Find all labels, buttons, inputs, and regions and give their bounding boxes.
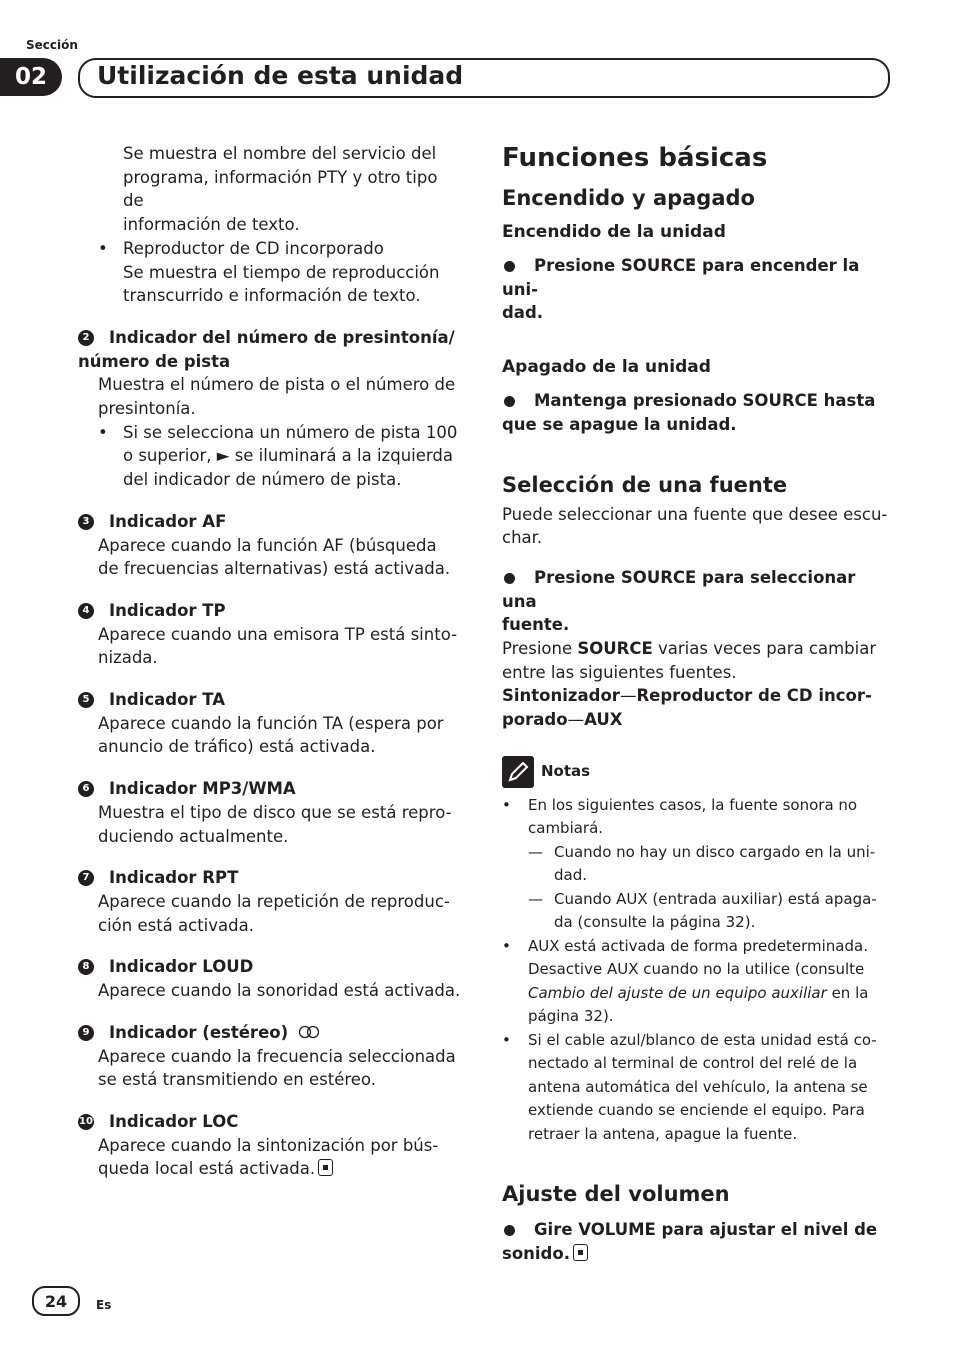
end-mark-icon [573,1244,588,1261]
pencil-icon [502,756,534,788]
dash-icon: — [528,889,543,908]
section-heading: Funciones básicas [502,143,768,173]
indicator-heading [78,510,463,534]
body-text: Puede seleccionar una fuente que desee escu- [502,504,888,524]
number-badge: 3 [78,514,94,530]
step-text [502,1218,892,1242]
subsection-heading: Encendido y apagado [502,186,755,210]
heading-row [109,1021,463,1045]
note-item [502,1029,892,1053]
body-text [502,637,892,661]
bullet-icon: • [502,795,511,814]
step-text [502,566,892,613]
bullet-icon [504,573,515,584]
heading-text: Indicador RPT [109,868,239,888]
step-line: fuente. [502,615,570,635]
note-line: Si el cable azul/blanco de esta unidad está co- [528,1030,877,1049]
intro-line: Se muestra el tiempo de reproducción [123,262,440,282]
body-text: Muestra el número de pista o el número de [98,375,456,395]
heading-text: Indicador LOC [109,1111,239,1131]
number-badge: 5 [78,692,94,708]
indicator-heading [78,955,463,979]
end-mark-icon [318,1159,333,1176]
body-text-part: varias veces para cambiar [652,639,877,659]
source-sequence [502,684,892,708]
bullet-icon: • [502,936,511,955]
number-badge: 6 [78,781,94,797]
note-line: Cuando no hay un disco cargado en la uni- [554,842,876,861]
note-subitem [502,888,892,912]
body-text: queda local está activada. [98,1159,316,1179]
indicator-heading [78,1021,463,1045]
note-line: Desactive AUX cuando no la utilice (consulte [528,960,865,979]
list-item [78,237,463,261]
source-name: Reproductor de CD incor- [636,686,872,706]
list-item: del indicador de número de pista. [123,470,402,490]
number-badge: 10 [78,1114,94,1130]
indicator-heading [78,599,463,623]
number-badge: 4 [78,603,94,619]
note-item [502,794,892,818]
minor-heading: Encendido de la unidad [502,222,726,242]
pencil-glyph [506,760,530,784]
heading-text: número de pista [78,351,231,371]
heading-text: Indicador MP3/WMA [109,779,296,799]
note-line: extiende cuando se enciende el equipo. Para [528,1101,865,1120]
indicator-heading [78,866,463,890]
intro-line: programa, información PTY y otro tipo de [123,167,438,211]
minor-heading: Apagado de la unidad [502,357,711,378]
body-text: Aparece cuando una emisora TP está sinto- [98,624,458,644]
section-label: Sección [26,38,78,52]
number-badge: 9 [78,1025,94,1041]
indicator-heading [78,1110,463,1134]
subsection-heading: Ajuste del volumen [502,1182,730,1207]
stereo-icon [298,1025,320,1039]
step-line: Presione SOURCE para seleccionar una [502,567,856,611]
notes-list [502,794,892,1147]
notes-heading [502,756,892,788]
body-text: Aparece cuando la sintonización por bús- [98,1135,439,1155]
left-column [78,142,463,1181]
intro-line: Se muestra el nombre del servicio del [123,144,437,163]
body-text: Aparece cuando la sonoridad está activada. [98,981,461,1001]
bullet-icon [504,1225,515,1236]
body-text: Aparece cuando la función AF (búsqueda [98,535,437,555]
heading-text: Indicador TP [109,600,226,620]
language-code: Es [96,1298,112,1312]
body-text: se está transmitiendo en estéreo. [98,1070,376,1090]
source-sequence [502,708,892,732]
body-text: de frecuencias alternativas) está activada. [98,559,451,579]
step-line: Gire VOLUME para ajustar el nivel de [534,1220,878,1240]
number-badge: 8 [78,959,94,975]
subsection-heading: Selección de una fuente [502,472,788,497]
source-name: Sintonizador [502,686,620,706]
source-name: AUX [584,710,623,730]
heading-text: Indicador del número de presintonía/ [109,327,455,347]
heading-text: Indicador LOUD [109,957,254,977]
body-text-last [78,1157,463,1181]
note-line: nectado al terminal de control del relé de la [528,1054,858,1073]
note-subitem [502,841,892,865]
body-text: Muestra el tipo de disco que se está repro- [98,802,452,822]
chapter-title: Utilización de esta unidad [97,61,464,90]
note-line: página 32). [528,1007,614,1026]
bullet-text: Si se selecciona un número de pista 100 [123,422,458,442]
intro-line: transcurrido e información de texto. [123,286,421,306]
source-keyword: SOURCE [577,639,653,659]
bullet-icon: • [502,1030,511,1049]
step-line: dad. [502,303,544,323]
note-line: antena automática del vehículo, la antena se [528,1077,868,1096]
indicator-heading [78,777,463,801]
notes-title: Notas [541,761,591,780]
list-item: o superior, ► se iluminará a la izquierda [123,446,453,466]
bullet-icon [504,396,515,407]
note-line: cambiará. [528,819,604,838]
cross-reference-link[interactable]: Cambio del ajuste de un equipo auxiliar [528,983,827,1002]
dash-separator: — [567,710,585,730]
indicator-heading [78,688,463,712]
step-text [502,389,892,413]
note-line: da (consulte la página 32). [554,913,756,932]
section-number-badge: 02 [0,58,62,96]
step-line: Presione SOURCE para encender la uni- [502,256,860,299]
note-line [502,982,892,1006]
note-line: En los siguientes casos, la fuente sonora no [528,795,858,814]
note-line-part: en la [826,983,869,1002]
body-text: Aparece cuando la frecuencia seleccionada [98,1046,456,1066]
page-number: 24 [32,1286,80,1316]
note-line: Cuando AUX (entrada auxiliar) está apaga- [554,889,877,908]
body-text: presintonía. [98,399,196,419]
intro-line: información de texto. [123,215,300,235]
body-text: entre las siguientes fuentes. [502,662,737,682]
note-item [502,935,892,959]
right-column [502,142,892,1266]
dash-separator: — [619,686,637,706]
heading-text: Indicador TA [109,690,226,710]
step-line: Mantenga presionado SOURCE hasta [534,391,876,411]
body-text-part: Presione [502,639,578,659]
note-line: AUX está activada de forma predeterminada. [528,936,868,955]
number-badge: 2 [78,330,94,346]
bullet-icon: • [98,238,108,258]
bullet-icon: • [98,422,108,442]
body-text: duciendo actualmente. [98,826,289,846]
indicator-heading [78,326,463,350]
heading-text: Indicador AF [109,511,227,531]
heading-text: Indicador (estéreo) [109,1022,289,1042]
dash-icon: — [528,842,543,861]
bullet-icon [504,261,515,272]
body-text: nizada. [98,648,158,668]
step-text [502,254,892,301]
bullet-text: Reproductor de CD incorporado [123,238,384,258]
source-name: porado [502,710,568,730]
body-text: Aparece cuando la función TA (espera por [98,713,444,733]
body-text: Aparece cuando la repetición de reproduc- [98,891,450,911]
list-item [78,421,463,445]
body-text: char. [502,528,543,548]
note-line: dad. [554,866,588,885]
step-line: sonido. [502,1244,570,1264]
step-line: que se apague la unidad. [502,414,737,434]
number-badge: 7 [78,870,94,886]
step-line-last [502,1242,892,1266]
body-text: anuncio de tráfico) está activada. [98,737,376,757]
note-line: retraer la antena, apague la fuente. [528,1124,798,1143]
body-text: ción está activada. [98,915,254,935]
